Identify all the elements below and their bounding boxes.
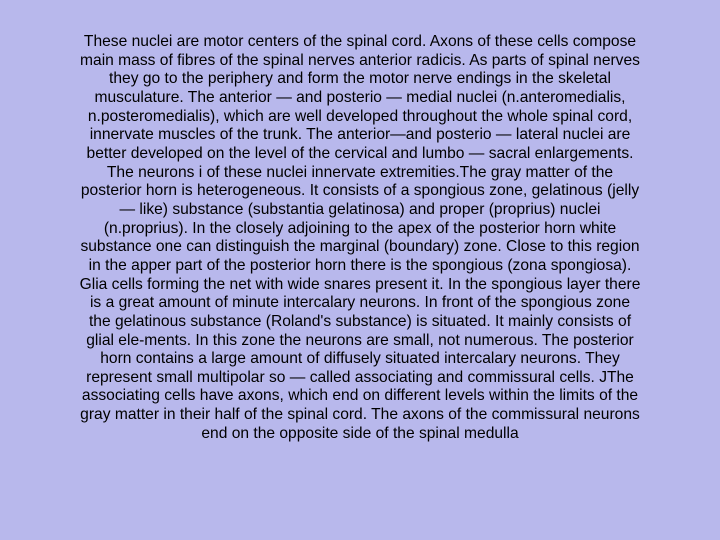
text-line: horn contains a large amount of diffusely situated intercalary neurons. They bbox=[100, 350, 620, 368]
text-line: musculature. The anterior — and posterio — medial nuclei (n.anteromedialis, bbox=[94, 88, 626, 106]
text-line: innervate muscles of the trunk. The anterior—and posterio — lateral nuclei are bbox=[89, 126, 631, 144]
text-line: — like) substance (substantia gelatinosa) and proper (proprius) nuclei bbox=[119, 200, 601, 218]
text-line: glial ele-ments. In this zone the neurons are small, not numerous. The posterior bbox=[86, 331, 634, 349]
text-line: gray matter in their half of the spinal cord. The axons of the commissural neurons bbox=[80, 406, 640, 424]
text-line: posterior horn is heterogeneous. It consists of a spongious zone, gelatinous (jelly bbox=[80, 182, 640, 200]
text-line: is a great amount of minute intercalary neurons. In front of the spongious zone bbox=[89, 294, 631, 312]
text-line: (n.proprius). In the closely adjoining to the apex of the posterior horn white bbox=[103, 219, 617, 237]
text-line: The neurons i of these nuclei innervate extremities.The gray matter of the bbox=[106, 163, 614, 181]
text-line: in the apper part of the posterior horn there is the spongious (zona spongiosa). bbox=[88, 256, 632, 274]
text-line: n.posteromedialis), which are well developed throughout the whole spinal cord, bbox=[87, 107, 633, 125]
text-line: end on the opposite side of the spinal medulla bbox=[201, 424, 519, 442]
text-line: they go to the periphery and form the motor nerve endings in the skeletal bbox=[109, 70, 611, 88]
text-line: main mass of fibres of the spinal nerves anterior radicis. As parts of spinal nerves bbox=[80, 51, 640, 69]
text-line: These nuclei are motor centers of the spinal cord. Axons of these cells compose bbox=[83, 33, 637, 50]
text-line: associating cells have axons, which end on different levels within the limits of the bbox=[81, 387, 639, 405]
body-text bbox=[20, 33, 700, 443]
text-line: substance one can distinguish the marginal (boundary) zone. Close to this region bbox=[80, 238, 640, 256]
text-line: represent small multipolar so — called associating and commissural cells. JThe bbox=[86, 368, 634, 386]
text-line: the gelatinous substance (Roland's substance) is situated. It mainly consists of bbox=[88, 312, 632, 330]
text-line: Glia cells forming the net with wide snares present it. In the spongious layer there bbox=[79, 275, 641, 293]
text-line: better developed on the level of the cervical and lumbo — sacral enlargements. bbox=[86, 144, 634, 162]
